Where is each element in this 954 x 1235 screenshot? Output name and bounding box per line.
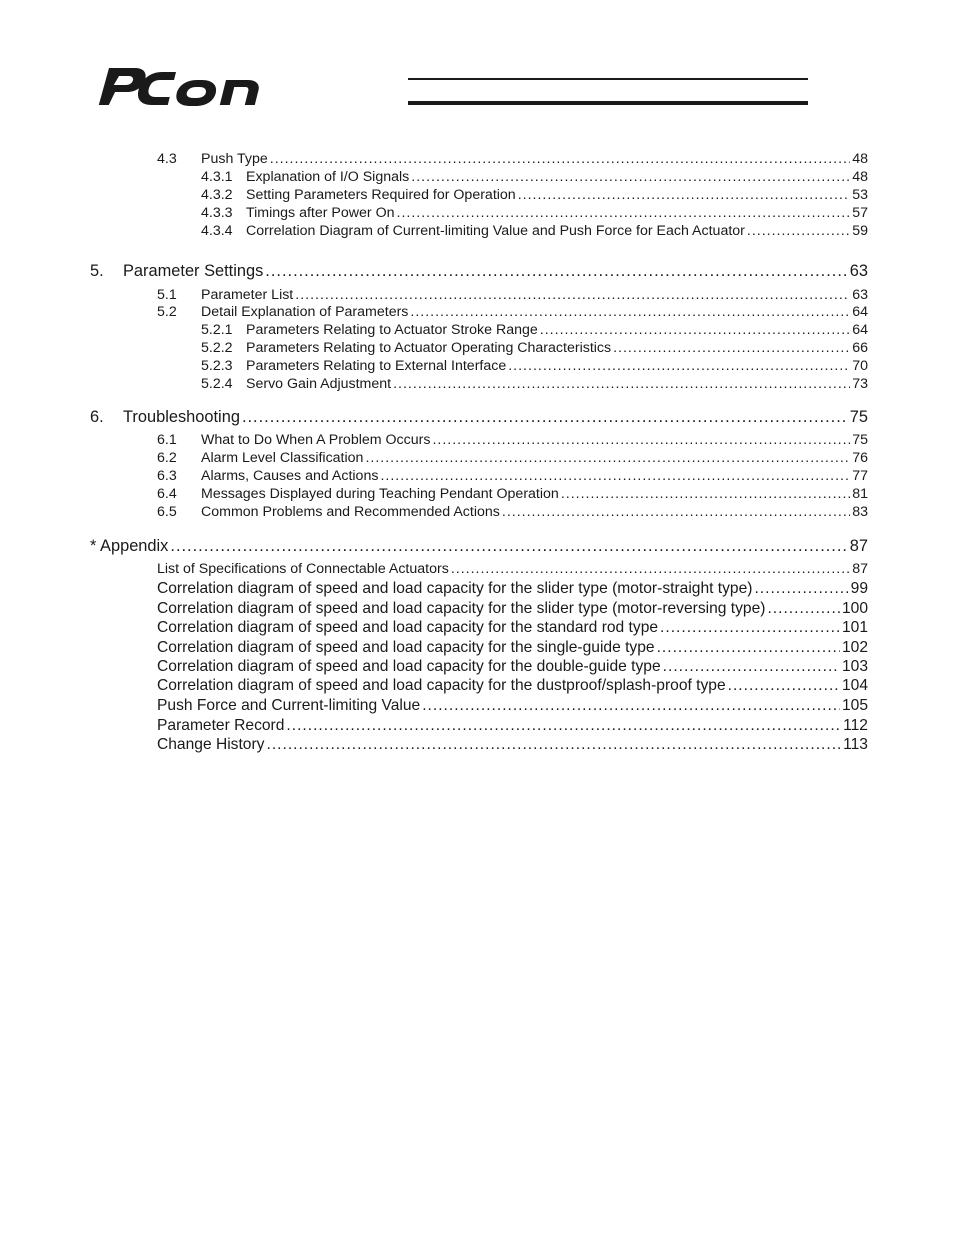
toc-title: Parameters Relating to External Interface bbox=[246, 358, 507, 374]
toc-leader bbox=[754, 580, 848, 598]
page-header bbox=[96, 64, 808, 106]
toc-page: 63 bbox=[849, 262, 868, 280]
toc-number: 4.3.4 bbox=[201, 223, 233, 239]
toc-page: 76 bbox=[852, 450, 868, 466]
toc-title: Push Force and Current-limiting Value bbox=[157, 697, 421, 714]
toc-entry-4-3-3[interactable] bbox=[201, 205, 868, 221]
toc-page: 48 bbox=[852, 151, 868, 167]
toc-page: 48 bbox=[852, 169, 868, 185]
toc-page: 100 bbox=[841, 600, 868, 617]
toc-entry-6-5[interactable] bbox=[157, 504, 868, 520]
toc-appendix-entry[interactable] bbox=[157, 697, 868, 715]
toc-title: Parameter List bbox=[201, 287, 294, 303]
toc-page: 64 bbox=[852, 304, 868, 320]
toc-number: 5.2.1 bbox=[201, 322, 233, 338]
toc-page: 59 bbox=[852, 223, 868, 239]
toc-title: Correlation diagram of speed and load capacity for the slider type (motor-straight type) bbox=[157, 580, 753, 597]
toc-leader bbox=[663, 658, 840, 676]
toc-chapter-5[interactable] bbox=[90, 262, 868, 281]
toc-leader bbox=[657, 639, 840, 657]
toc-title: Parameters Relating to Actuator Operating Characteristics bbox=[246, 340, 612, 356]
toc-leader bbox=[265, 262, 847, 281]
toc-leader bbox=[518, 187, 851, 203]
toc-title: Correlation diagram of speed and load capacity for the standard rod type bbox=[157, 619, 659, 636]
toc-number: 6.2 bbox=[157, 450, 177, 466]
toc-number: 4.3 bbox=[157, 151, 177, 167]
toc-leader bbox=[660, 619, 840, 637]
toc-number: 5.2.4 bbox=[201, 376, 233, 392]
toc-leader bbox=[432, 432, 850, 448]
toc-appendix-entry[interactable] bbox=[157, 580, 868, 598]
toc-page: 99 bbox=[850, 580, 868, 597]
toc-number: 6. bbox=[90, 408, 104, 426]
toc-title: Correlation Diagram of Current-limiting Value and Push Force for Each Actuator bbox=[246, 223, 745, 239]
toc-number: 6.3 bbox=[157, 468, 177, 484]
toc-leader bbox=[393, 376, 850, 392]
toc-entry-6-2[interactable] bbox=[157, 450, 868, 466]
toc-title: Explanation of I/O Signals bbox=[246, 169, 410, 185]
toc-page: 53 bbox=[852, 187, 868, 203]
toc-title: Common Problems and Recommended Actions bbox=[201, 504, 500, 520]
toc-page: 77 bbox=[852, 468, 868, 484]
toc-leader bbox=[540, 322, 850, 338]
toc-title: What to Do When A Problem Occurs bbox=[201, 432, 431, 448]
toc-number: 6.1 bbox=[157, 432, 177, 448]
toc-page: 64 bbox=[852, 322, 868, 338]
toc-title: Push Type bbox=[201, 151, 268, 167]
toc-page: 87 bbox=[852, 561, 868, 577]
toc-entry-5-2-3[interactable] bbox=[201, 358, 868, 374]
toc-title: Change History bbox=[157, 736, 265, 753]
toc-entry-5-2-2[interactable] bbox=[201, 340, 868, 356]
toc-number: 6.4 bbox=[157, 486, 177, 502]
toc-leader bbox=[561, 486, 850, 502]
toc-number: 5.1 bbox=[157, 287, 177, 303]
toc-appendix-entry[interactable] bbox=[157, 717, 868, 735]
toc-title: * Appendix bbox=[90, 537, 169, 555]
toc-entry-4-3[interactable] bbox=[157, 151, 868, 167]
toc-number: 4.3.2 bbox=[201, 187, 233, 203]
toc-page: 63 bbox=[852, 287, 868, 303]
toc-appendix-entry[interactable] bbox=[157, 736, 868, 754]
toc-leader bbox=[508, 358, 850, 374]
toc-title: Parameter Record bbox=[157, 717, 285, 734]
toc-entry-6-3[interactable] bbox=[157, 468, 868, 484]
toc-number: 6.5 bbox=[157, 504, 177, 520]
toc-entry-4-3-2[interactable] bbox=[201, 187, 868, 203]
toc-number: 4.3.1 bbox=[201, 169, 233, 185]
toc-leader bbox=[270, 151, 850, 167]
header-rule-thick bbox=[408, 101, 808, 105]
toc-page: 87 bbox=[849, 537, 868, 555]
toc-entry-4-3-4[interactable] bbox=[201, 223, 868, 239]
toc-leader bbox=[767, 600, 840, 618]
toc-number: 5. bbox=[90, 262, 104, 280]
toc-number: 5.2.3 bbox=[201, 358, 233, 374]
toc-entry-5-2[interactable] bbox=[157, 304, 868, 320]
toc-title: Timings after Power On bbox=[246, 205, 395, 221]
toc-title: Servo Gain Adjustment bbox=[246, 376, 392, 392]
toc-title: List of Specifications of Connectable Actuators bbox=[157, 561, 449, 577]
toc-leader bbox=[170, 537, 847, 556]
toc-title: Detail Explanation of Parameters bbox=[201, 304, 409, 320]
toc-page: 83 bbox=[852, 504, 868, 520]
toc-title: Correlation diagram of speed and load capacity for the double-guide type bbox=[157, 658, 661, 675]
toc-page: 113 bbox=[843, 736, 868, 753]
toc-title: Parameter Settings bbox=[123, 262, 264, 280]
toc-title: Alarms, Causes and Actions bbox=[201, 468, 379, 484]
toc-leader bbox=[422, 697, 840, 715]
toc-appendix[interactable] bbox=[90, 537, 868, 556]
toc-title: Messages Displayed during Teaching Pendant Operation bbox=[201, 486, 559, 502]
toc-leader bbox=[242, 408, 848, 427]
toc-page: 104 bbox=[841, 677, 868, 694]
toc-appendix-entry[interactable] bbox=[157, 619, 868, 637]
toc-title: Setting Parameters Required for Operation bbox=[246, 187, 516, 203]
toc-page: 103 bbox=[841, 658, 868, 675]
toc-page: 105 bbox=[841, 697, 868, 714]
toc-title: Correlation diagram of speed and load capacity for the single-guide type bbox=[157, 639, 655, 656]
toc-entry-6-1[interactable] bbox=[157, 432, 868, 448]
toc-page: 73 bbox=[852, 376, 868, 392]
header-rule-thin bbox=[408, 78, 808, 80]
toc-leader bbox=[747, 223, 850, 239]
toc-entry-5-2-4[interactable] bbox=[201, 376, 868, 392]
toc-appendix-entry[interactable] bbox=[157, 561, 868, 577]
toc-page: 112 bbox=[843, 717, 868, 734]
toc-title: Parameters Relating to Actuator Stroke Range bbox=[246, 322, 538, 338]
toc-page: 75 bbox=[849, 408, 868, 426]
toc-leader bbox=[411, 169, 850, 185]
toc-appendix-entry[interactable] bbox=[157, 677, 868, 695]
toc-title: Correlation diagram of speed and load capacity for the slider type (motor-reversing type) bbox=[157, 600, 766, 617]
toc-number: 5.2.2 bbox=[201, 340, 233, 356]
toc-appendix-entry[interactable] bbox=[157, 639, 868, 657]
toc-leader bbox=[728, 677, 840, 695]
toc-page: 81 bbox=[852, 486, 868, 502]
toc-leader bbox=[286, 717, 841, 735]
toc-page: 102 bbox=[841, 639, 868, 656]
toc-page: 70 bbox=[852, 358, 868, 374]
toc-page: 101 bbox=[841, 619, 868, 636]
toc-entry-4-3-1[interactable] bbox=[201, 169, 868, 185]
pcon-logo bbox=[96, 64, 318, 106]
toc-number: 5.2 bbox=[157, 304, 177, 320]
toc-entry-6-4[interactable] bbox=[157, 486, 868, 502]
toc-title: Alarm Level Classification bbox=[201, 450, 364, 466]
toc-leader bbox=[266, 736, 841, 754]
toc-leader bbox=[365, 450, 850, 466]
toc-leader bbox=[380, 468, 850, 484]
toc-leader bbox=[613, 340, 850, 356]
toc-page: 57 bbox=[852, 205, 868, 221]
toc-entry-5-2-1[interactable] bbox=[201, 322, 868, 338]
toc-number: 4.3.3 bbox=[201, 205, 233, 221]
toc-chapter-6[interactable] bbox=[90, 408, 868, 427]
toc-leader bbox=[397, 205, 851, 221]
toc-page: 75 bbox=[852, 432, 868, 448]
toc-page: 66 bbox=[852, 340, 868, 356]
toc-leader bbox=[502, 504, 850, 520]
toc-leader bbox=[451, 561, 850, 577]
toc-leader bbox=[295, 287, 850, 303]
toc-leader bbox=[410, 304, 850, 320]
toc-title: Troubleshooting bbox=[123, 408, 240, 426]
toc-entry-5-1[interactable] bbox=[157, 287, 868, 303]
toc-appendix-entry[interactable] bbox=[157, 600, 868, 618]
toc-appendix-entry[interactable] bbox=[157, 658, 868, 676]
toc-title: Correlation diagram of speed and load capacity for the dustproof/splash-proof type bbox=[157, 677, 726, 694]
